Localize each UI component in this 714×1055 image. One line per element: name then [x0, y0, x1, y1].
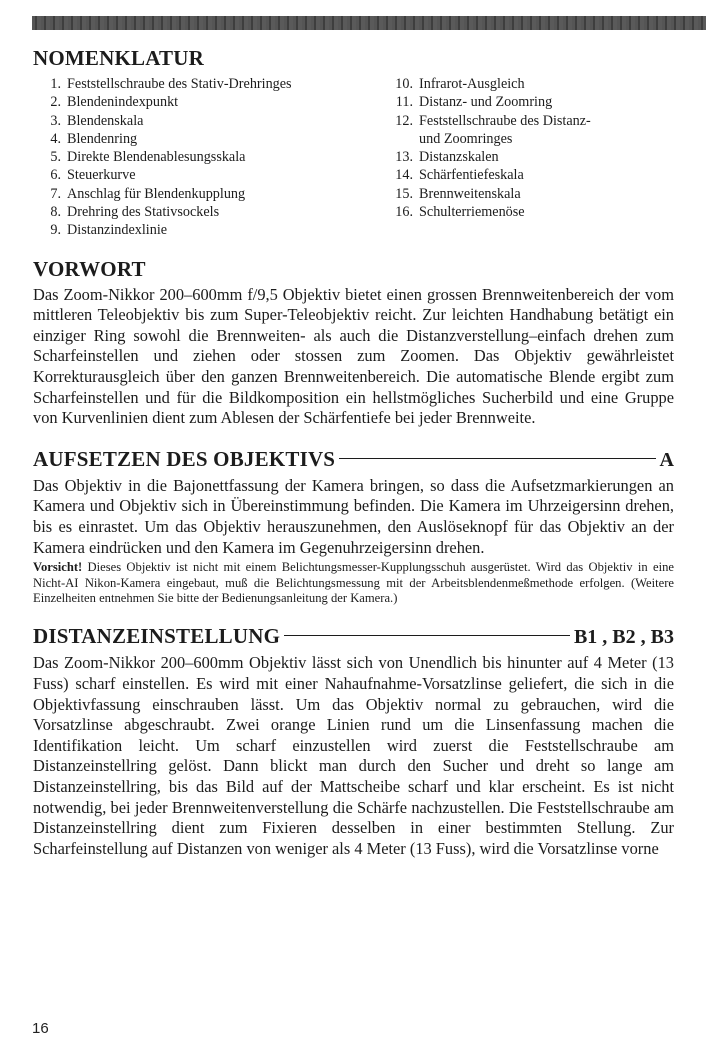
item-number: 15.: [395, 185, 413, 202]
caution-label: Vorsicht!: [33, 560, 83, 575]
heading-leader-rule: [284, 635, 570, 636]
item-label: Blendenring: [67, 130, 138, 147]
item-number: 16.: [395, 204, 413, 221]
nomenklatur-list: [33, 75, 674, 240]
nomenklatur-item: [385, 166, 591, 184]
section-vorwort: [33, 257, 674, 429]
item-number: 8.: [50, 204, 61, 221]
item-number: 13.: [395, 149, 413, 166]
item-number: 14.: [395, 167, 413, 184]
item-number: 6.: [50, 167, 61, 184]
nomenklatur-item: [33, 166, 385, 184]
nomenklatur-item: [385, 185, 591, 203]
nomenklatur-item: [33, 93, 385, 111]
distanz-heading-row: [33, 624, 674, 650]
item-number: 2.: [50, 94, 61, 111]
item-label: Blendenindexpunkt: [67, 94, 179, 111]
item-number: 4.: [50, 130, 61, 147]
nomenklatur-item: [33, 130, 385, 148]
nomenklatur-item: [33, 203, 385, 221]
item-number: 10.: [395, 76, 413, 92]
caution-note: [33, 560, 674, 606]
item-label: Direkte Blendenablesungsskala: [67, 149, 246, 166]
item-number: 11.: [395, 94, 413, 111]
section-distanzeinstellung: [33, 624, 674, 859]
distanz-heading: DISTANZEINSTELLUNG: [33, 624, 281, 649]
page-content: [33, 46, 674, 859]
item-label: Brennweitenskala: [419, 185, 521, 202]
nomenklatur-item: [33, 75, 385, 93]
distanz-paragraph: Das Zoom-Nikkor 200–600mm Objektiv lässt sich von Unendlich bis hinunter auf 4 Meter (13 Fuss) scharf einstellen. Es wird mit einer Nahaufnahme-Vorsatzlinse geliefert, die sich in die Objektivfassung einschrauben lässt. Um das Objektiv normal zu gebrauchen, wird die Vorsatzlinse abgeschraubt. Zwei orange Linien rund um die Linsenfassung machen die Identifikation leicht. Um scharf einzustellen wird zuerst die Feststellschraube am Distanzeinstellring gelöst. Dann blickt man durch den Sucher und dreht so lange am Distanzeinstellring, bis das Bild auf der Mattscheibe scharf und klar erscheint. Es ist nicht notwendig, bei jeder Brennweitenverstellung die Schärfe nachzustellen. Die Feststellschraube am Distanzeinstellring dient zum Fixieren desselben in einer bestimmten Stellung. Zur Scharfeinstellung auf Distanzen von weniger als 4 Meter (13 Fuss), wird die Vorsatzlinse vorne: [33, 653, 674, 858]
item-label: Schulterriemenöse: [419, 204, 525, 221]
page-number: 16: [32, 1020, 49, 1037]
item-label: und Zoomringes: [419, 130, 513, 147]
item-label: Distanzindexlinie: [67, 222, 168, 239]
nomenklatur-item: [33, 148, 385, 166]
nomenklatur-item: [385, 112, 591, 130]
item-label: Distanz- und Zoomring: [419, 94, 553, 111]
item-label: Schärfentiefeskala: [419, 167, 524, 184]
heading-leader-rule: [339, 458, 655, 459]
item-label: Feststellschraube des Stativ-Drehringes: [67, 76, 292, 92]
item-label: Drehring des Stativsockels: [67, 204, 220, 221]
item-number: 5.: [50, 149, 61, 166]
caution-text: Dieses Objektiv ist nicht mit einem Belichtungsmesser-Kupplungsschuh ausgerüstet. Wird das Objektiv in eine Nicht-AI Nikon-Kamera eingebaut, muß die Belichtungsmessung mit der Arbeitsblendenmeßmethode erfolgen. (Weitere Einzelheiten entnehmen Sie bitte der Bedienungsanleitung der Kamera.): [33, 560, 674, 606]
vorwort-heading: VORWORT: [33, 256, 146, 281]
vorwort-paragraph: Das Zoom-Nikkor 200–600mm f/9,5 Objektiv bietet einen grossen Brennweitenbereich der vom mittleren Teleobjektiv bis zum Super-Teleobjektiv reicht. Zur leichten Handhabung betätigt ein einziger Ring sowohl die Brennweiten- als auch die Distanzverstellung–einfach drehen zum Scharfeinstellen und ziehen oder stossen zum Zoomen. Das Objektiv gewährleistet Korrekturausgleich über den ganzen Brennweitenbereich. Die automatische Blende ergibt zum Scharfeinstellen und für die Bildkomposition ein hellstmögliches Sucherbild und eine Gruppe von Kurvenlinien dient zum Ablesen der Schärfentiefe bei jeder Brennweite.: [33, 284, 674, 428]
section-aufsetzen: [33, 447, 674, 607]
distanz-figure-ref: B1 , B2 , B3: [573, 626, 674, 649]
item-number: 12.: [395, 112, 413, 129]
item-label: Steuerkurve: [67, 167, 136, 184]
item-label: Feststellschraube des Distanz-: [419, 112, 591, 129]
section-nomenklatur: [33, 46, 674, 240]
nomenklatur-item: [385, 75, 591, 93]
nomenklatur-heading: NOMENKLATUR: [33, 46, 204, 70]
item-number: 7.: [50, 185, 61, 202]
item-number: [385, 130, 419, 148]
item-number: 3.: [50, 112, 61, 129]
item-label: Blendenskala: [67, 112, 144, 129]
item-number: 1.: [50, 76, 61, 92]
nomenklatur-item: [385, 130, 591, 148]
nomenklatur-item: [33, 112, 385, 130]
top-border-bar: [32, 16, 706, 30]
nomenklatur-item: [33, 221, 385, 239]
nomenklatur-item: [33, 185, 385, 203]
item-label: Infrarot-Ausgleich: [419, 76, 525, 92]
nomenklatur-left-column: [33, 75, 385, 240]
item-number: 9.: [50, 222, 61, 239]
nomenklatur-item: [385, 148, 591, 166]
item-label: Distanzskalen: [419, 149, 499, 166]
aufsetzen-paragraph: Das Objektiv in die Bajonettfassung der Kamera bringen, so dass die Aufsetzmarkierungen an Kamera und Objektiv sich in Übereinstimmung befinden. Die Kamera im Uhrzeigersinn drehen, bis es einrastet. Um das Objektiv herauszunehmen, den Auslöseknopf für das Objektiv an der Kamera eindrücken und den Kamera im Gegenuhrzeigersinn drehen.: [33, 475, 674, 557]
nomenklatur-right-column: [385, 75, 591, 240]
nomenklatur-item: [385, 203, 591, 221]
aufsetzen-heading-row: [33, 447, 674, 473]
aufsetzen-figure-ref: A: [659, 448, 674, 471]
nomenklatur-item: [385, 93, 591, 111]
item-label: Anschlag für Blendenkupplung: [67, 185, 246, 202]
aufsetzen-heading: AUFSETZEN DES OBJEKTIVS: [33, 446, 336, 471]
